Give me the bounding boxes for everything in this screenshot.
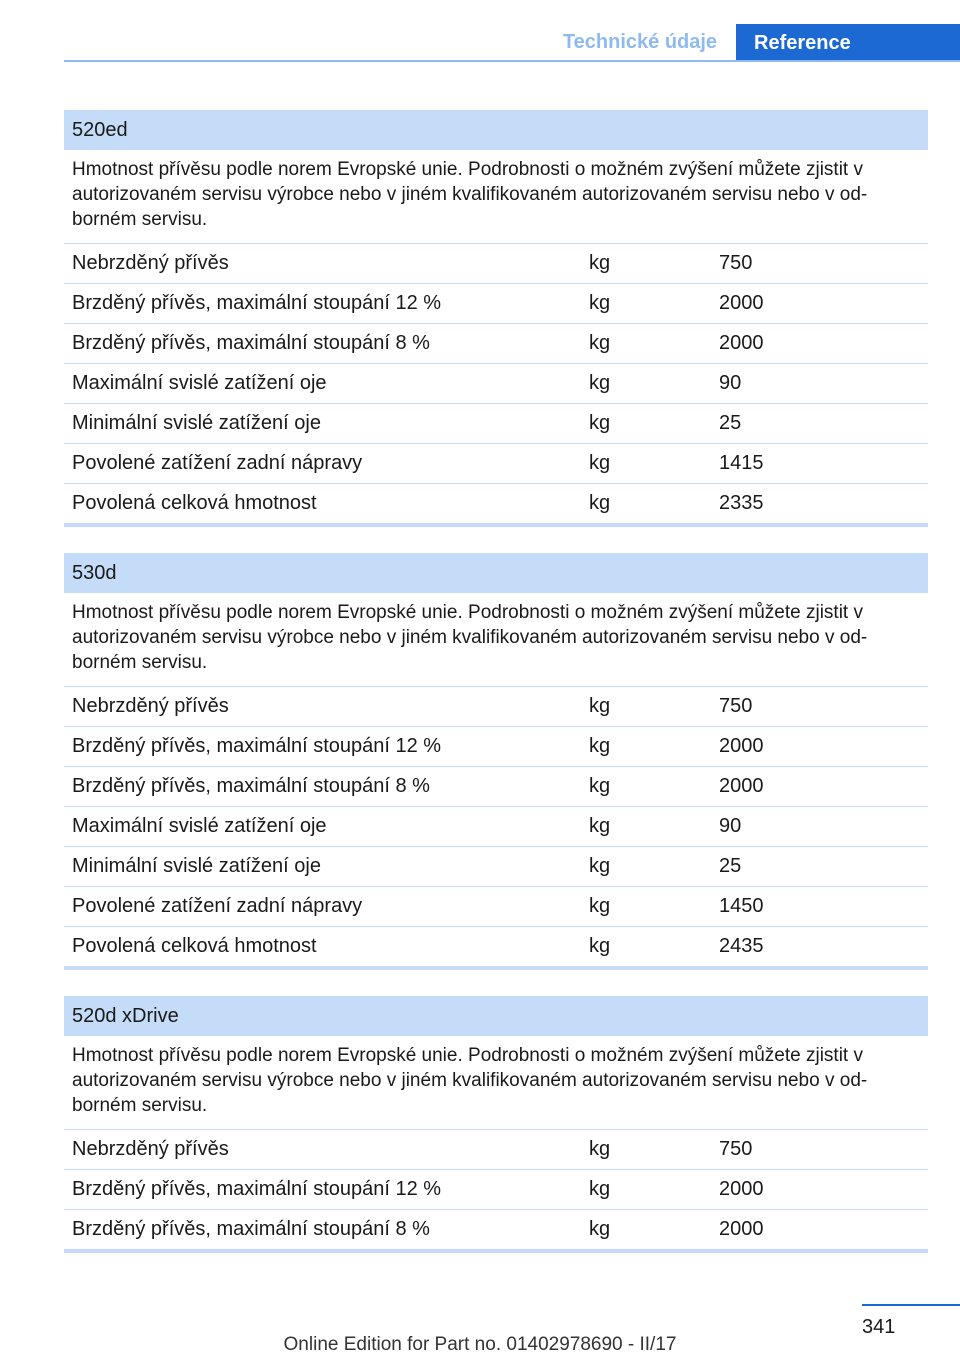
table-note: Hmotnost přívěsu podle norem Evropské unie. Podrobnosti o možném zvýšení můžete zjistit v autorizovaném servisu výrobce nebo v jiném kvalifikovaném autorizovaném servisu nebo v odborném servisu. [64,1036,928,1130]
spec-table-520d-xdrive [64,996,928,1253]
row-label: Minimální svislé zatížení oje [72,855,321,877]
table-row [64,244,928,284]
table-row [64,404,928,444]
header-divider [64,60,960,62]
row-unit: kg [589,412,611,434]
table-row [64,687,928,727]
section-tab[interactable]: Technické údaje [562,31,718,53]
row-value: 2000 [719,775,764,797]
table-row [64,284,928,324]
row-value: 2000 [719,332,764,354]
table-row [64,1130,928,1170]
table-row [64,847,928,887]
row-unit: kg [589,935,611,957]
row-value: 750 [719,695,753,717]
row-unit: kg [589,332,611,354]
row-value: 2000 [719,292,764,314]
row-label: Maximální svislé zatížení oje [72,372,327,394]
table-row [64,767,928,807]
row-value: 25 [719,855,742,877]
row-label: Brzděný přívěs, maximální stoupání 12 % [72,292,442,314]
row-value: 2000 [719,1178,764,1200]
row-unit: kg [589,1178,611,1200]
spec-table-520ed [64,110,928,527]
row-unit: kg [589,252,611,274]
table-row [64,324,928,364]
row-value: 750 [719,1138,753,1160]
row-label: Nebrzděný přívěs [72,1138,229,1160]
table-note: Hmotnost přívěsu podle norem Evropské unie. Podrobnosti o možném zvýšení můžete zjistit v autorizovaném servisu výrobce nebo v jiném kvalifikovaném autorizovaném servisu nebo v odborném servisu. [64,593,928,687]
row-value: 25 [719,412,742,434]
table-title: 520d xDrive [64,996,928,1036]
row-unit: kg [589,735,611,757]
row-label: Povolená celková hmotnost [72,492,317,514]
row-label: Povolená celková hmotnost [72,935,317,957]
row-unit: kg [589,452,611,474]
page-number: 341 [862,1316,896,1338]
row-label: Maximální svislé zatížení oje [72,815,327,837]
row-unit: kg [589,815,611,837]
row-unit: kg [589,1218,611,1240]
row-label: Brzděný přívěs, maximální stoupání 8 % [72,332,430,354]
table-row [64,364,928,404]
row-unit: kg [589,855,611,877]
table-row [64,727,928,767]
row-unit: kg [589,1138,611,1160]
table-row [64,1210,928,1253]
table-title: 520ed [64,110,928,150]
row-unit: kg [589,895,611,917]
table-row [64,1170,928,1210]
row-unit: kg [589,492,611,514]
table-row [64,484,928,527]
row-value: 1415 [719,452,764,474]
row-unit: kg [589,292,611,314]
page-header [0,24,960,64]
row-value: 1450 [719,895,764,917]
table-title: 530d [64,553,928,593]
edition-footer: Online Edition for Part no. 01402978690 - II/17 [283,1334,677,1355]
row-label: Brzděný přívěs, maximální stoupání 8 % [72,775,430,797]
table-row [64,927,928,970]
row-value: 2435 [719,935,764,957]
spec-table-530d [64,553,928,970]
page-number-rule [862,1304,960,1306]
row-unit: kg [589,775,611,797]
row-label: Brzděný přívěs, maximální stoupání 12 % [72,1178,442,1200]
table-note: Hmotnost přívěsu podle norem Evropské unie. Podrobnosti o možném zvýšení můžete zjistit v autorizovaném servisu výrobce nebo v jiném kvalifikovaném autorizovaném servisu nebo v odborném servisu. [64,150,928,244]
row-unit: kg [589,695,611,717]
chapter-tab[interactable]: Reference [736,24,960,62]
row-value: 2335 [719,492,764,514]
table-row [64,887,928,927]
row-label: Nebrzděný přívěs [72,252,229,274]
row-label: Povolené zatížení zadní nápravy [72,452,363,474]
row-value: 2000 [719,1218,764,1240]
row-unit: kg [589,372,611,394]
row-label: Brzděný přívěs, maximální stoupání 12 % [72,735,442,757]
row-value: 750 [719,252,753,274]
row-label: Brzděný přívěs, maximální stoupání 8 % [72,1218,430,1240]
row-label: Nebrzděný přívěs [72,695,229,717]
table-row [64,807,928,847]
row-value: 90 [719,372,742,394]
row-label: Povolené zatížení zadní nápravy [72,895,363,917]
row-label: Minimální svislé zatížení oje [72,412,321,434]
row-value: 2000 [719,735,764,757]
row-value: 90 [719,815,742,837]
table-row [64,444,928,484]
